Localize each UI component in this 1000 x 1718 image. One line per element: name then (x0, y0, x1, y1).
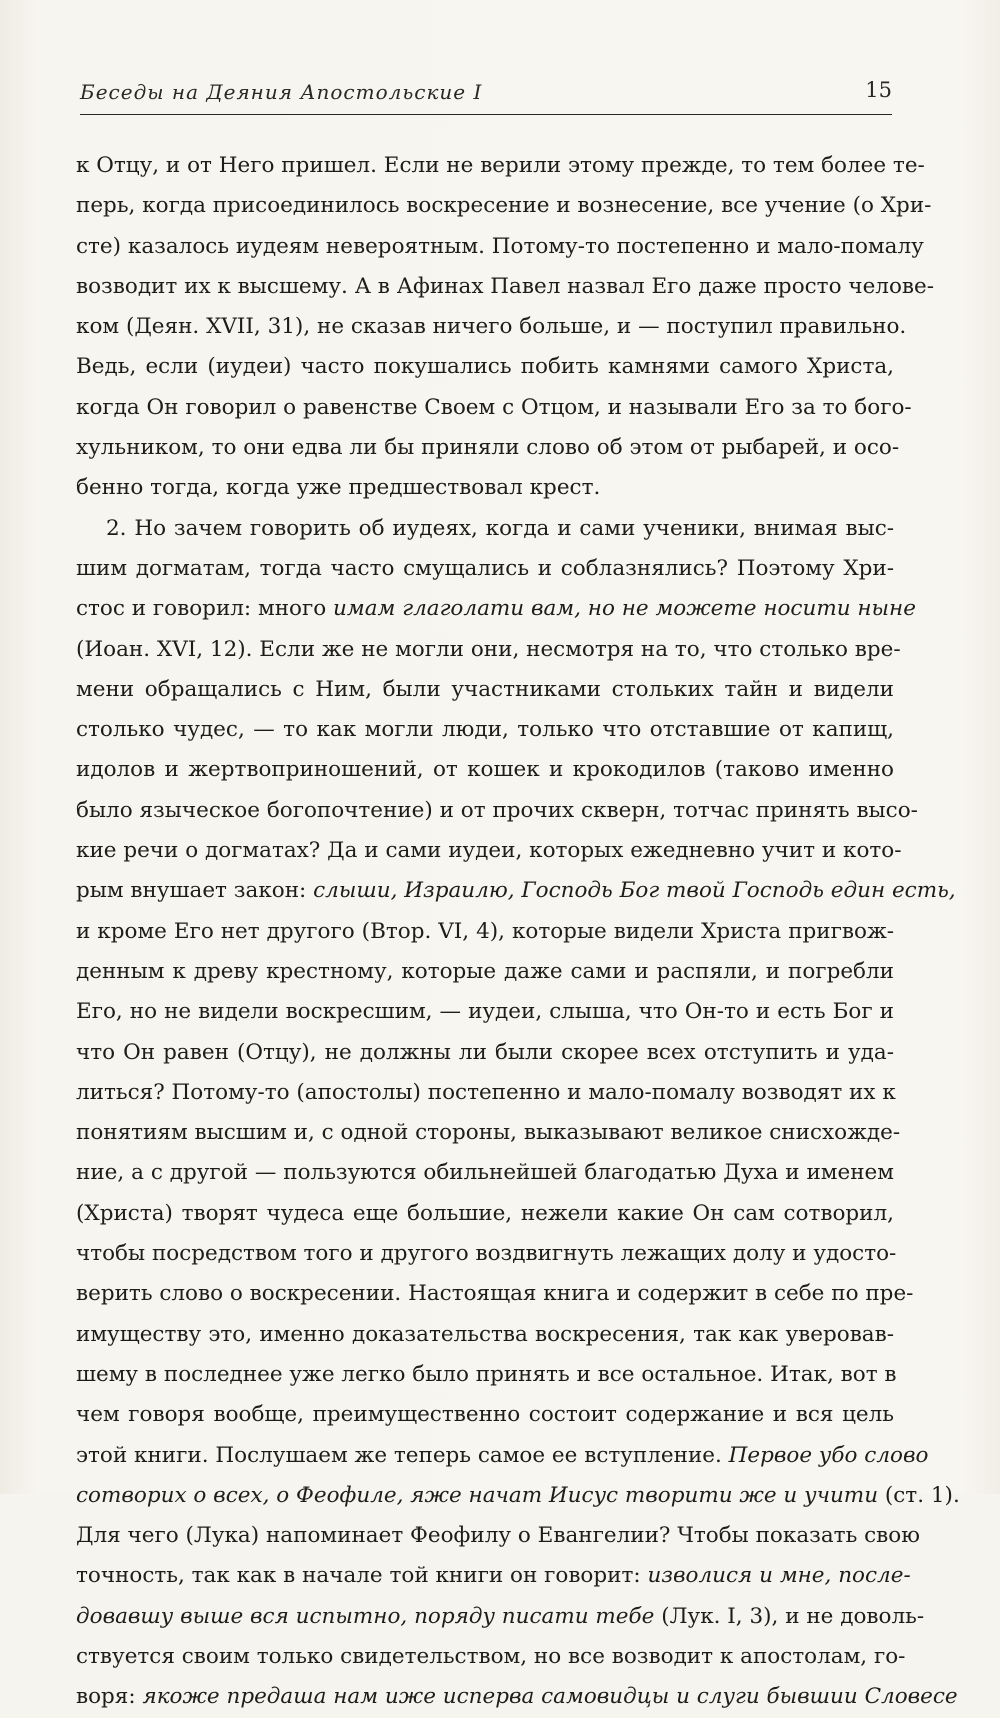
italic-quote: довавшу выше вся испытно, поряду писати тебе (76, 1603, 655, 1629)
text-line (76, 1476, 960, 1516)
text-line (76, 146, 925, 186)
body-text (76, 146, 960, 1718)
text-line (76, 670, 894, 710)
text-line (76, 992, 894, 1032)
text-line (76, 267, 934, 307)
text-segment: было языческое богопочтение) и от прочих скверн, тотчас принять высо- (76, 797, 918, 823)
text-line (76, 791, 918, 831)
text-segment: верить слово о воскресении. Настоящая книга и содержит в себе по пре- (76, 1281, 914, 1307)
text-segment: что Он равен (Отцу), не должны ли были скорее всех отступить и уда- (76, 1039, 894, 1065)
text-segment: хульником, то они едва ли бы приняли слово об этом от рыбарей, и осо- (76, 435, 900, 461)
text-line (76, 1436, 929, 1476)
text-segment: ствуется своим только свидетельством, но все возводит к апостолам, го- (76, 1643, 906, 1669)
text-line (76, 871, 956, 911)
text-segment: (ст. 1). (878, 1482, 960, 1508)
text-line (76, 468, 894, 508)
italic-quote: сотворих о всех, о Феофиле, яже начат Иисус творити же и учити (76, 1482, 879, 1508)
italic-quote: слыши, Израилю, Господь Бог твой Господь един есть, (313, 878, 956, 904)
text-segment: перь, когда присоединилось воскресение и вознесение, все учение (о Хри- (76, 193, 932, 219)
italic-quote: имам глаголати вам, но не можете носити ныне (333, 596, 916, 622)
text-line (76, 710, 894, 750)
text-segment: когда Он говорил о равенстве Своем с Отцом, и называли Его за то бого- (76, 394, 912, 420)
text-segment: воря: (76, 1684, 143, 1710)
text-segment: Ведь, если (иудеи) часто покушались побить камнями самого Христа, (76, 354, 894, 380)
text-segment: (Иоан. XVI, 12). Если же не могли они, несмотря на то, что столько вре- (76, 636, 901, 662)
text-line (76, 307, 907, 347)
text-segment: имуществу это, именно доказательства воскресения, так как уверовав- (76, 1321, 894, 1347)
text-line (76, 1677, 958, 1717)
text-line (76, 227, 924, 267)
text-line (76, 1395, 894, 1435)
text-line (76, 1033, 894, 1073)
text-line (76, 630, 901, 670)
text-segment: идолов и жертвоприношений, от кошек и крокодилов (таково именно (76, 757, 894, 783)
text-line (76, 831, 902, 871)
text-line (76, 347, 894, 387)
text-segment: сте) казалось иудеям невероятным. Потому-то постепенно и мало-помалу (76, 233, 924, 259)
text-segment: чтобы посредством того и другого воздвигнуть лежащих долу и удосто- (76, 1241, 897, 1267)
text-line (76, 1355, 897, 1395)
text-segment: (Христа) творят чудеса еще большие, нежели какие Он сам сотворил, (76, 1200, 894, 1226)
text-line (76, 1153, 894, 1193)
italic-quote: Первое убо слово (728, 1442, 929, 1468)
text-line (76, 1637, 906, 1677)
text-line (76, 1315, 894, 1355)
text-segment: бенно тогда, когда уже предшествовал крест. (76, 475, 601, 501)
text-segment: кие речи о догматах? Да и сами иудеи, которых ежедневно учит и кото- (76, 838, 902, 864)
text-line (76, 750, 894, 790)
text-segment: ком (Деян. XVII, 31), не сказав ничего больше, и — поступил правильно. (76, 314, 907, 340)
text-segment: (Лук. I, 3), и не доволь- (654, 1603, 925, 1629)
running-header (80, 74, 892, 115)
text-segment: точность, так как в начале той книги он говорит: (76, 1563, 648, 1589)
text-segment: денным к древу крестному, которые даже сами и распяли, и погребли (76, 958, 894, 984)
text-line (76, 1073, 894, 1113)
text-segment: возводит их к высшему. А в Афинах Павел назвал Его даже просто челове- (76, 273, 934, 299)
text-line (76, 1113, 901, 1153)
text-segment: ние, а с другой — пользуются обильнейшей благодатью Духа и именем (76, 1160, 894, 1186)
text-line (76, 1556, 911, 1596)
text-line (76, 509, 894, 549)
text-line (76, 1597, 925, 1637)
text-line (76, 1516, 920, 1556)
text-segment: столько чудес, — то как могли люди, только что отставшие от капищ, (76, 717, 894, 743)
text-segment: шему в последнее уже легко было принять и все остальное. Итак, вот в (76, 1361, 897, 1387)
text-segment: и кроме Его нет другого (Втор. VI, 4), которые видели Христа пригвож- (76, 918, 894, 944)
text-segment: чем говоря вообще, преимущественно состоит содержание и вся цель (76, 1402, 894, 1428)
text-line (76, 1234, 897, 1274)
text-segment: рым внушает закон: (76, 878, 314, 904)
text-segment: стос и говорил: много (76, 596, 334, 622)
text-segment: 2. Но зачем говорить об иудеях, когда и сами ученики, внимая выс- (106, 515, 894, 541)
text-segment: к Отцу, и от Него пришел. Если не верили этому прежде, то тем более те- (76, 153, 925, 178)
text-segment: Для чего (Лука) напоминает Феофилу о Евангелии? Чтобы показать свою (76, 1523, 920, 1549)
italic-quote: изволися и мне, после- (647, 1563, 911, 1589)
text-line (76, 1194, 894, 1234)
text-line (76, 186, 932, 226)
text-line (76, 388, 912, 428)
text-line (76, 1274, 914, 1314)
text-segment: Его, но не видели воскресшим, — иудеи, слыша, что Он-то и есть Бог и (76, 999, 894, 1025)
italic-quote: якоже предаша нам иже исперва самовидцы и слуги бывшии Словесе (142, 1684, 958, 1710)
text-line (76, 549, 894, 589)
text-segment: понятиям высшим и, с одной стороны, выказывают великое снисхожде- (76, 1120, 901, 1146)
text-line (76, 912, 894, 952)
text-segment: шим догматам, тогда часто смущались и соблазнялись? Поэтому Хри- (76, 555, 894, 581)
text-segment: мени обращались с Ним, были участниками стольких тайн и видели (76, 676, 894, 702)
text-line (76, 589, 916, 629)
text-segment: этой книги. Послушаем же теперь самое ее вступление. (76, 1442, 729, 1468)
running-title: Беседы на Деяния Апостольские I (80, 80, 483, 104)
text-line (76, 428, 900, 468)
text-line (76, 952, 894, 992)
text-segment: литься? Потому-то (апостолы) постепенно и мало-помалу возводят их к (76, 1079, 896, 1105)
page-number: 15 (865, 78, 892, 102)
